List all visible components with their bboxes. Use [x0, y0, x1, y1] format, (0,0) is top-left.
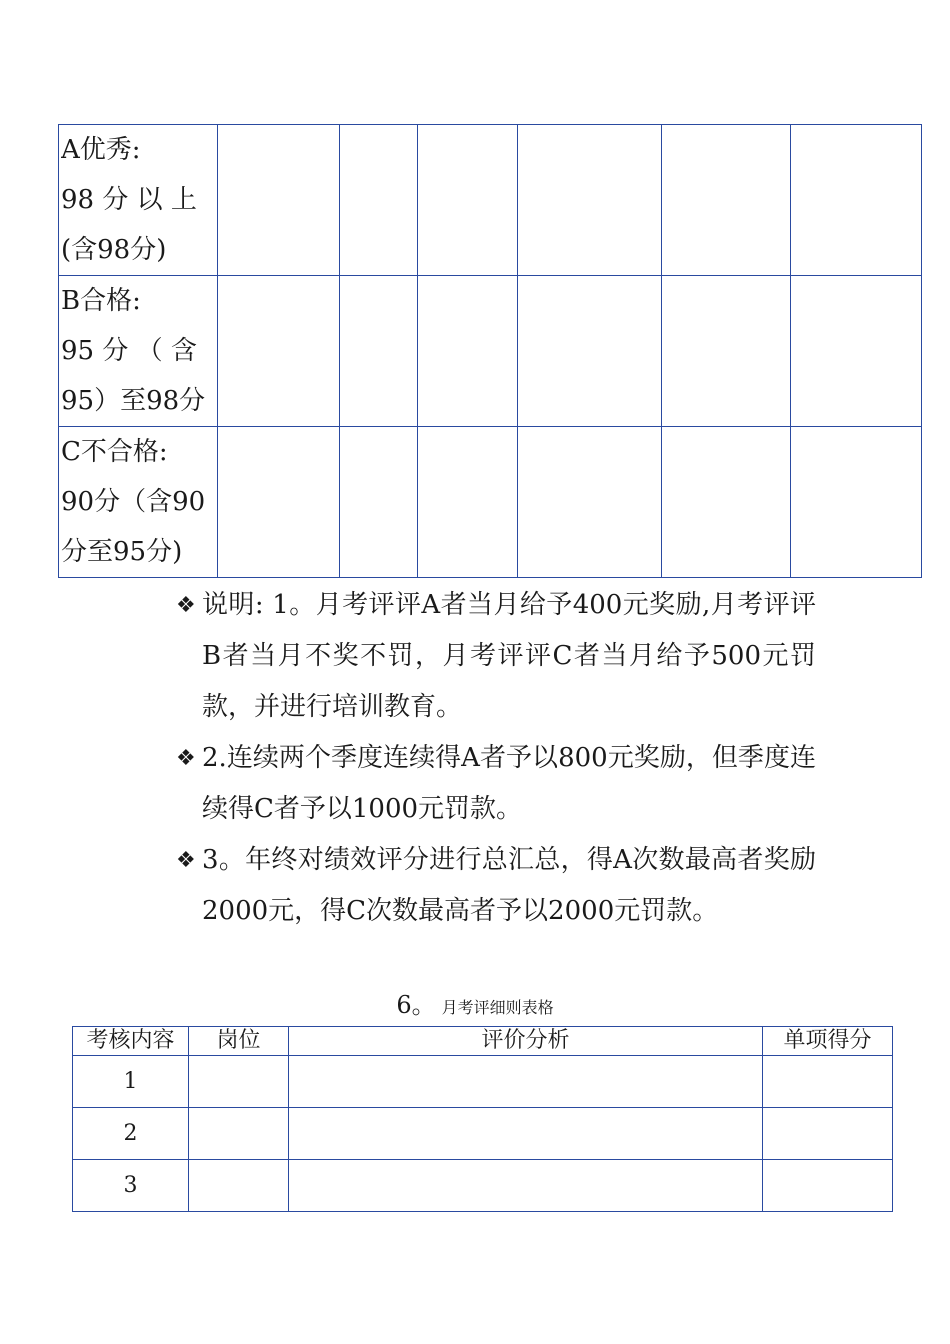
grade-title: B合格: — [61, 286, 141, 316]
table-row — [73, 1056, 893, 1108]
table-cell — [189, 1160, 289, 1212]
table-cell — [418, 427, 518, 578]
table-cell — [662, 125, 791, 276]
grade-label-b — [59, 276, 218, 427]
diamond-bullet-icon: ❖ — [176, 746, 196, 771]
table-cell — [518, 427, 662, 578]
table-cell — [289, 1160, 763, 1212]
table-cell — [340, 427, 418, 578]
grade-title: C不合格: — [61, 437, 168, 467]
grade-range-part: 95 — [61, 336, 95, 366]
table-cell — [518, 125, 662, 276]
note-item — [176, 580, 816, 733]
grade-label-c — [59, 427, 218, 578]
header-analysis: 评价分析 — [289, 1027, 763, 1056]
table-cell — [518, 276, 662, 427]
grade-range-part: 含 — [170, 336, 197, 366]
grade-table — [58, 124, 922, 578]
notes-section — [176, 580, 816, 937]
table-cell — [791, 125, 922, 276]
table-cell — [218, 276, 340, 427]
grade-row-c — [59, 427, 922, 578]
table-row — [73, 1160, 893, 1212]
row-number: 3 — [73, 1160, 189, 1212]
note-item — [176, 835, 816, 937]
table-cell — [189, 1056, 289, 1108]
table-cell — [189, 1108, 289, 1160]
detail-table — [72, 1026, 893, 1212]
grade-range-part: 以 — [136, 185, 163, 215]
table-cell — [418, 276, 518, 427]
table-cell — [662, 276, 791, 427]
table-cell — [763, 1108, 893, 1160]
grade-label-a — [59, 125, 218, 276]
table-header-row — [73, 1027, 893, 1056]
grade-title: A优秀: — [61, 135, 141, 165]
grade-range-part: 上 — [170, 185, 197, 215]
grade-row-b — [59, 276, 922, 427]
table-cell — [218, 125, 340, 276]
grade-note: 95）至98分 — [61, 386, 206, 416]
grade-range-part: 98 — [61, 185, 95, 215]
table-cell — [289, 1056, 763, 1108]
diamond-bullet-icon: ❖ — [176, 593, 196, 618]
header-score: 单项得分 — [763, 1027, 893, 1056]
section-title-text: 月考评细则表格 — [441, 998, 554, 1017]
grade-range-part: （ — [136, 336, 163, 366]
grade-row-a — [59, 125, 922, 276]
note-item — [176, 733, 816, 835]
table-cell — [289, 1108, 763, 1160]
note-text: 3。年终对绩效评分进行总汇总，得A次数最高者奖励2000元，得C次数最高者予以2000元罚款。 — [202, 845, 816, 926]
row-number: 1 — [73, 1056, 189, 1108]
table-cell — [340, 125, 418, 276]
table-cell — [662, 427, 791, 578]
row-number: 2 — [73, 1108, 189, 1160]
header-content: 考核内容 — [73, 1027, 189, 1056]
table-cell — [763, 1056, 893, 1108]
table-cell — [418, 125, 518, 276]
grade-range: 90分（含90 — [61, 487, 206, 517]
diamond-bullet-icon: ❖ — [176, 848, 196, 873]
table-cell — [218, 427, 340, 578]
grade-range — [61, 326, 217, 376]
table-row — [73, 1108, 893, 1160]
grade-range-part: 分 — [102, 336, 129, 366]
table-cell — [763, 1160, 893, 1212]
section-title — [0, 985, 950, 1020]
grade-range — [61, 175, 217, 225]
table-cell — [340, 276, 418, 427]
table-cell — [791, 427, 922, 578]
section-number: 6。 — [396, 991, 436, 1019]
header-position: 岗位 — [189, 1027, 289, 1056]
table-cell — [791, 276, 922, 427]
note-text: 2.连续两个季度连续得A者予以800元奖励，但季度连续得C者予以1000元罚款。 — [202, 743, 816, 824]
note-text: 说明: 1。月考评评A者当月给予400元奖励,月考评评B者当月不奖不罚，月考评评C者当月给予500元罚款，并进行培训教育。 — [202, 590, 816, 722]
grade-note: (含98分) — [61, 235, 167, 265]
grade-note: 分至95分) — [61, 537, 183, 567]
grade-range-part: 分 — [102, 185, 129, 215]
